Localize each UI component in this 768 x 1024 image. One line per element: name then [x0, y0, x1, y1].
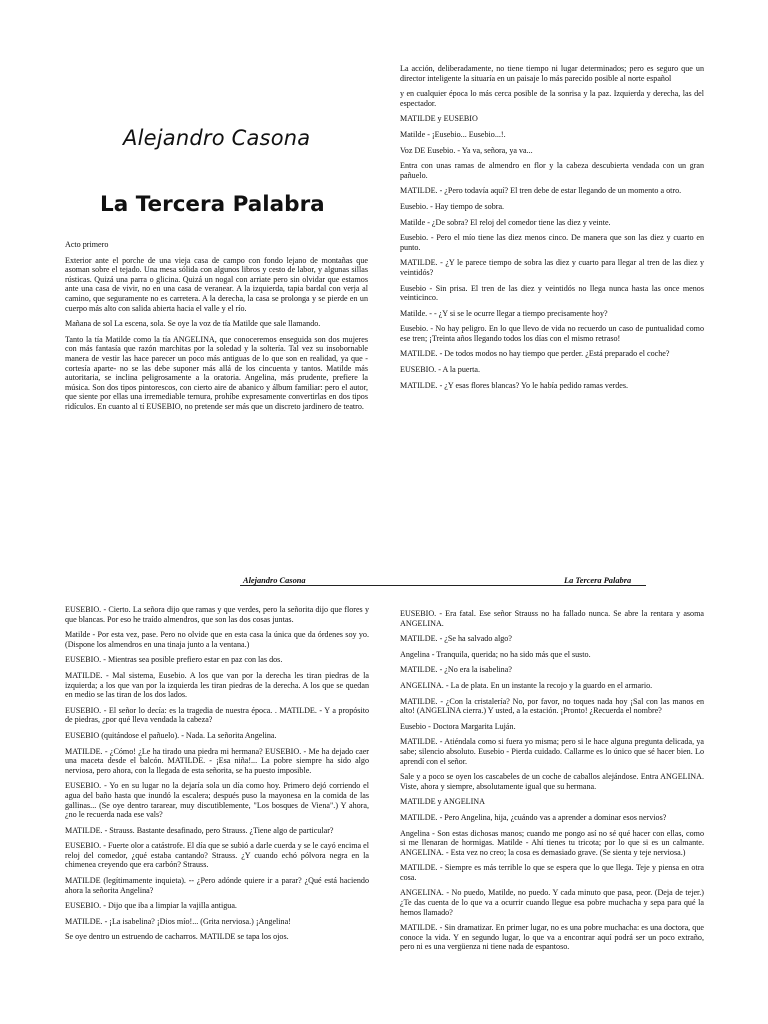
paragraph: EUSEBIO. - A la puerta. [400, 365, 481, 375]
paragraph: Acto primero [65, 240, 109, 249]
paragraph: Matilde - Por esta vez, pase. Pero no olvide que en esta casa la única que da órdenes soy yo. (Dispone los almendros en una tinaja junto a la ventana.) [65, 630, 369, 649]
paragraph: EUSEBIO. - Era fatal. Ese señor Strauss no ha fallado nunca. Se abre la rentara y asoma ANGELINA. [400, 609, 704, 628]
running-header-title: La Tercera Palabra [564, 576, 632, 585]
paragraph: La acción, deliberadamente, no tiene tiempo ni lugar determinados; pero es seguro que un director inteligente la situaría en un paisaje lo más parecido posible al norte español [400, 64, 704, 83]
header-rule [240, 585, 646, 586]
paragraph: MATILDE. - ¿Pero todavía aquí? El tren debe de estar llegando de un momento a otro. [400, 186, 682, 196]
paragraph: EUSEBIO. - El señor lo decía: es la tragedia de nuestra época. . MATILDE. - Y a propósito de piedras, ¿por qué lleva vendada la cabeza? [65, 705, 369, 725]
paragraph: MATILDE. - Strauss. Bastante desafinado, pero Strauss. ¿Tiene algo de particular? [65, 825, 334, 835]
paragraph: Voz DE Eusebio. - Ya va, señora, ya va... [400, 145, 533, 155]
paragraph: Sale y a poco se oyen los cascabeles de un coche de caballos alejándose. Entra ANGELINA. Viste, ahora y siempre, absolutamente igual que su hermana. [400, 772, 704, 791]
paragraph: MATILDE (legítimamente inquieta). -- ¿Pero adónde quiere ir a parar? ¿Qué está haciendo ahora la señorita Angelina? [65, 876, 369, 895]
paragraph: EUSEBIO. - Yo en su lugar no la dejaría sola un día como hoy. Primero dejó corriendo el agua del baño hasta que inundó la escalera; después puso la mayonesa en la comida de las gallinas... (Se oye dentro tararear, muy discutiblemente, "Los bosques de Viena".) Y ahora, ¿no le recuerda nada ese vals? [65, 781, 369, 820]
page1-right-column [400, 64, 704, 396]
paragraph: MATILDE. - ¿No era la isabelina? [400, 665, 512, 675]
paragraph: Matilde - ¡Eusebio... Eusebio...!. [400, 129, 506, 139]
paragraph: Entra con unas ramas de almendro en flor y la cabeza descubierta vendada con un gran pañuelo. [400, 161, 704, 180]
paragraph: MATILDE. - Pero Angelina, hija, ¿cuándo vas a aprender a dominar esos nervios? [400, 812, 667, 822]
book-title: La Tercera Palabra [100, 192, 325, 217]
paragraph: Matilde - ¿De sobra? El reloj del comedor tiene las diez y veinte. [400, 217, 611, 227]
paragraph: Eusebio - Sin prisa. El tren de las diez y veintidós no llega nunca hasta las once menos veinticinco. [400, 283, 704, 303]
running-header-author: Alejandro Casona [243, 576, 306, 585]
paragraph: MATILDE. - De todos modos no hay tiempo que perder. ¿Está preparado el coche? [400, 349, 670, 359]
page2-right-column [400, 609, 704, 958]
paragraph: MATILDE y ANGELINA [400, 797, 485, 807]
paragraph: Angelina - Son estas dichosas manos; cuando me pongo así no sé qué hacer con ellas, como si me llenaran de hormigas. Matilde - Ahí tienes tu tricota; por lo que si es un calmante. ANGELINA. - Esta vez no creo; la cosa es demasiado grave. (Se sienta y teje nerviosa.) [400, 828, 704, 857]
paragraph: Se oye dentro un estruendo de cacharros. MATILDE se tapa los ojos. [65, 932, 289, 942]
paragraph: MATILDE. - Sin dramatizar. En primer lugar, no es una pobre muchacha: es una doctora, que conoce la vida. Y en segundo lugar, lo que va a encontrar aquí podrá ser un poco extraño, pero ni es una vergüenza ni tiene nada de espantoso. [400, 923, 704, 952]
paragraph: Matilde. - - ¿Y si se le ocurre llegar a tiempo precisamente hoy? [400, 308, 608, 318]
paragraph: Eusebio. - Hay tiempo de sobra. [400, 201, 505, 211]
paragraph: Eusebio - Doctora Margarita Luján. [400, 721, 516, 731]
page2-left-column [65, 605, 369, 948]
page1-left-column [65, 240, 368, 418]
paragraph: Eusebio. - No hay peligro. En lo que llevo de vida no recuerdo un caso de puntualidad como ese tren; ¡Treinta años llegando todos los días con el mismo retraso! [400, 324, 704, 343]
paragraph: ANGELINA. - No puedo, Matilde, no puedo. Y cada minuto que pasa, peor. (Deja de tejer.) ¿Te das cuenta de lo que va a ocurrir cuando llegue esa pobre muchacha y sepa para qué la hemos llamado? [400, 888, 704, 917]
paragraph: Tanto la tía Matilde como la tía ANGELINA, que conoceremos enseguida son dos mujeres con más fantasía que razón marchitas por la soledad y la soltería. Tal vez su insobornable manera de vestir las hace parecer un poco más antiguas de lo que son en realidad, ya que -cortesía aparte- no se las debe suponer más allá de los cincuenta y tantos. Matilde más autoritaria, se inclina peligrosamente a la oratoria. Angelina, más prudente, prefiere la música. Son dos tipos pintorescos, con cierto aire de abanico y álbum familiar: pero el autor, que siente por ellas una irremediable ternura, prohíbe expresamente convertirlas en dos tipos ridículos. En cuanto al tí EUSEBIO, no pretende ser más que un discreto jardinero de teatro. [65, 334, 368, 411]
paragraph: MATILDE. - ¿Y esas flores blancas? Yo le había pedido ramas verdes. [400, 380, 629, 390]
paragraph: Mañana de sol La escena, sola. Se oye la voz de tía Matilde que sale llamando. [65, 319, 321, 329]
paragraph: MATILDE. - ¡La isabelina? ¡Dios mío!... (Grita nerviosa.) ¡Angelina! [65, 916, 291, 926]
paragraph: Angelina - Tranquila, querida; no ha sido más que el susto. [400, 649, 591, 659]
paragraph: EUSEBIO. - Fuerte olor a catástrofe. El día que se subió a darle cuerda y se le cayó encima el reloj del comedor, ¿qué estaba cantando? Strauss. ¿Y cuando echó pólvora negra en la chimenea creyendo que era carbón? Strauss. [65, 841, 369, 870]
paragraph: Eusebio. - Pero el mío tiene las diez menos cinco. De manera que son las diez y cuarto en punto. [400, 233, 704, 252]
paragraph: MATILDE. - ¿Se ha salvado algo? [400, 634, 512, 644]
paragraph: EUSEBIO. - Dijo que iba a limpiar la vajilla antigua. [65, 901, 237, 911]
paragraph: MATILDE. - Mal sistema, Eusebio. A los que van por la derecha les tiran piedras de la izquierda; a los que van por la izquierda les tiran piedras de la derecha. A los que se quedan en medio se las tiran de los dos lados. [65, 670, 369, 700]
paragraph: EUSEBIO. - Cierto. La señora dijo que ramas y que verdes, pero la señorita dijo que flores y que blancas. Por eso he traído almendros, que son las dos cosas juntas. [65, 605, 369, 624]
paragraph: MATILDE. - ¿Cómo! ¿Le ha tirado una piedra mi hermana? EUSEBIO. - Me ha dejado caer una maceta desde el balcón. MATILDE. - ¡Esa niña!... La pobre siempre ha sido algo nerviosa, pero ahora, con la llegada de esta señorita, se ha puesto imposible. [65, 746, 369, 775]
paragraph: y en cualquier época lo más cerca posible de la sonrisa y la paz. Izquierda y derecha, las del espectador. [400, 89, 704, 108]
paragraph: MATILDE. - Atiéndala como si fuera yo misma; pero si le hace alguna pregunta delicada, ya sabe; silencio absoluto. Eusebio - Pierda cuidado. Callarme es lo único que sé hacer bien. Lo aprendí con el señor. [400, 737, 704, 766]
paragraph: EUSEBIO (quitándose el pañuelo). - Nada. La señorita Angelina. [65, 730, 277, 740]
paragraph: Exterior ante el porche de una vieja casa de campo con fondo lejano de montañas que asoman sobre el tejado. Una mesa sólida con algunos libros y cesto de labor, y algunas sillas rústicas. Quizá una parra o glicina. Quizá un nogal con arriate pero sin olvidar que estamos ante una casa de vivir, no en una casa de veranear. A la izquierda, tapia bardal con verja al camino, que seguramente no es carretera. A la derecha, la casa se prolonga y se pierde en un cuerpo más alto con salida abierta hacia el valle y el río. [65, 255, 368, 313]
paragraph: MATILDE. - ¿Y le parece tiempo de sobra las diez y cuarto para llegar al tren de las diez y veintidós? [400, 258, 704, 277]
paragraph: MATILDE. - Siempre es más terrible lo que se espera que lo que llega. Teje y piensa en otra cosa. [400, 863, 704, 882]
paragraph: EUSEBIO. - Mientras sea posible prefiero estar en paz con las dos. [65, 655, 283, 665]
book-author: Alejandro Casona [123, 126, 311, 150]
paragraph: MATILDE y EUSEBIO [400, 114, 478, 124]
paragraph: MATILDE. - ¿Con la cristalería? No, por favor, no toques nada hoy ¡Sal con las manos en alto! (ANGELINA cierra.) Y usted, a la estación. ¡Pronto! ¿Recuerda el nombre? [400, 696, 704, 716]
paragraph: ANGELINA. - La de plata. En un instante la recojo y la guardo en el armario. [400, 680, 653, 690]
